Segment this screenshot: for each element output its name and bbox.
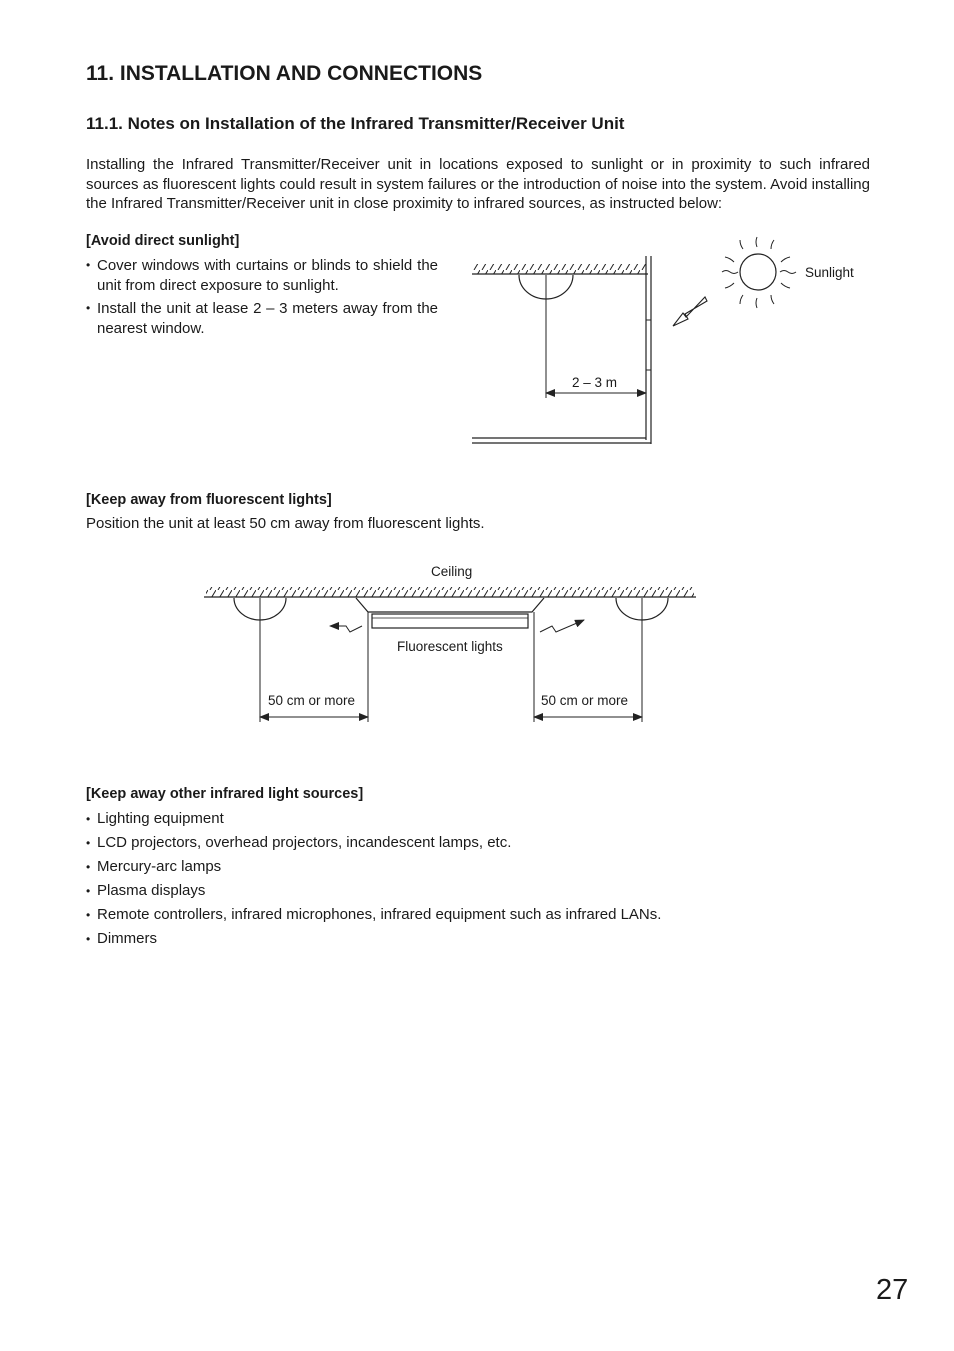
sunlight-label: Sunlight bbox=[805, 265, 854, 280]
subsection-heading: 11.1. Notes on Installation of the Infrared Transmitter/Receiver Unit bbox=[86, 114, 625, 133]
fluorescent-text: Position the unit at least 50 cm away from fluorescent lights. bbox=[86, 515, 485, 532]
list-item: • Plasma displays bbox=[86, 879, 786, 903]
list-item: • Mercury-arc lamps bbox=[86, 855, 786, 879]
page-number: 27 bbox=[876, 1274, 909, 1306]
list-item: • Dimmers bbox=[86, 927, 786, 951]
sunlight-arrow-icon bbox=[673, 297, 707, 326]
list-item: • Install the unit at lease 2 – 3 meters away from the nearest window. bbox=[86, 299, 438, 338]
fluorescent-diagram bbox=[0, 540, 954, 740]
right-distance-label: 50 cm or more bbox=[541, 693, 629, 708]
sunlight-diagram bbox=[0, 0, 954, 460]
infrared-title: [Keep away other infrared light sources] bbox=[86, 786, 364, 802]
fluorescent-title: [Keep away from fluorescent lights] bbox=[86, 492, 332, 508]
list-item: • LCD projectors, overhead projectors, incandescent lamps, etc. bbox=[86, 831, 786, 855]
list-item: • Lighting equipment bbox=[86, 807, 786, 831]
light-fixture bbox=[356, 598, 544, 612]
fluorescent-tube bbox=[372, 614, 528, 628]
ceiling-label: Ceiling bbox=[431, 564, 473, 579]
distance-label: 2 – 3 m bbox=[572, 375, 618, 390]
intro-paragraph: Installing the Infrared Transmitter/Receiver unit in locations exposed to sunlight or in proximity to such infrared sources as fluorescent lights could result in system failures or the introduction of noise into the system. Avoid installing the Infrared Transmitter/Receiver unit in close proximity to infrared sources, as instructed below: bbox=[86, 156, 870, 212]
light-emission-left-icon bbox=[330, 626, 362, 632]
light-emission-right-icon bbox=[540, 620, 584, 632]
list-item: • Cover windows with curtains or blinds to shield the unit from direct exposure to sunlight. bbox=[86, 256, 438, 295]
ceiling-hatch bbox=[472, 264, 646, 274]
left-distance-label: 50 cm or more bbox=[268, 693, 356, 708]
infrared-bullet-list bbox=[86, 807, 786, 951]
sun-icon bbox=[740, 254, 776, 290]
list-item: • Remote controllers, infrared microphones, infrared equipment such as infrared LANs. bbox=[86, 903, 786, 927]
sunlight-title: [Avoid direct sunlight] bbox=[86, 233, 240, 249]
fluorescent-lights-label: Fluorescent lights bbox=[397, 639, 503, 654]
section-heading: 11. INSTALLATION AND CONNECTIONS bbox=[86, 62, 483, 85]
ceiling-hatch bbox=[206, 587, 694, 597]
